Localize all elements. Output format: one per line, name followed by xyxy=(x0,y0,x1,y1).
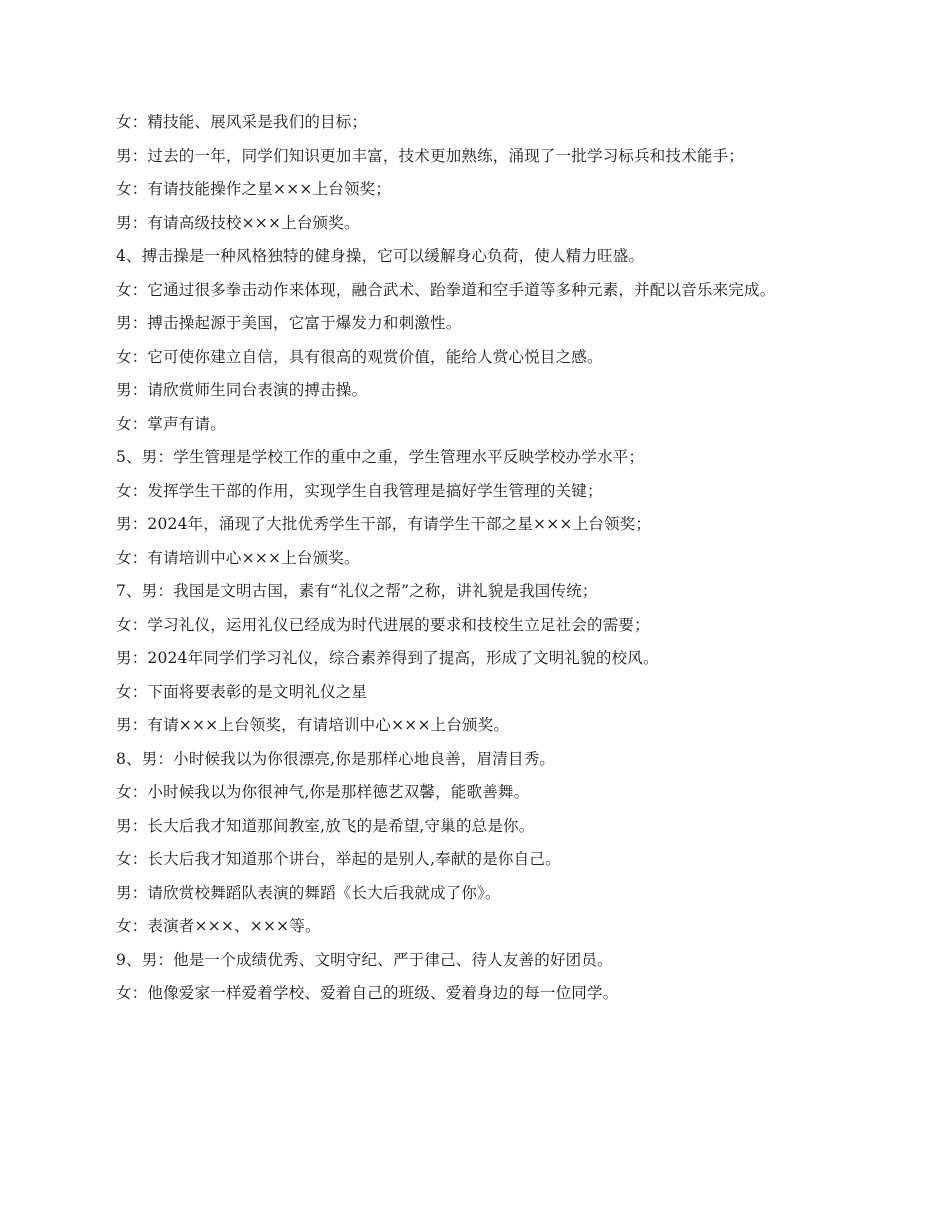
paragraph: 9、男：他是一个成绩优秀、文明守纪、严于律己、待人友善的好团员。 xyxy=(116,950,613,969)
paragraph: 7、男：我国是文明古国，素有“礼仪之帮”之称，讲礼貌是我国传统； xyxy=(116,582,598,600)
paragraph: 女：有请技能操作之星×××上台领奖； xyxy=(116,180,392,198)
paragraph: 男：2024年，涌现了大批优秀学生干部，有请学生干部之星×××上台领奖； xyxy=(116,515,652,533)
paragraph: 男：有请高级技校×××上台颁奖。 xyxy=(116,213,360,232)
paragraph: 女：精技能、展风采是我们的目标； xyxy=(116,113,368,131)
paragraph: 女：发挥学生干部的作用，实现学生自我管理是搞好学生管理的关键； xyxy=(116,481,603,500)
paragraph: 男：有请×××上台领奖，有请培训中心×××上台颁奖。 xyxy=(116,716,510,734)
paragraph: 男：请欣赏师生同台表演的搏击操。 xyxy=(116,381,368,399)
paragraph: 5、男：学生管理是学校工作的重中之重，学生管理水平反映学校办学水平； xyxy=(116,448,645,466)
paragraph: 8、男：小时候我以为你很漂亮,你是那样心地良善，眉清目秀。 xyxy=(116,749,556,768)
paragraph: 女：有请培训中心×××上台颁奖。 xyxy=(116,548,360,567)
paragraph: 女：下面将要表彰的是文明礼仪之星 xyxy=(116,682,368,701)
document-page xyxy=(116,113,828,1018)
paragraph: 男：长大后我才知道那间教室,放飞的是希望,守巢的总是你。 xyxy=(116,816,535,835)
paragraph: 4、搏击操是一种风格独特的健身操，它可以缓解身心负荷，使人精力旺盛。 xyxy=(116,247,645,265)
paragraph: 男：过去的一年，同学们知识更加丰富，技术更加熟练，涌现了一批学习标兵和技术能手； xyxy=(116,146,745,165)
paragraph: 女：学习礼仪，运用礼仪已经成为时代进展的要求和技校生立足社会的需要； xyxy=(116,615,650,634)
paragraph: 女：它可使你建立自信，具有很高的观赏价值，能给人赏心悦目之感。 xyxy=(116,347,603,366)
paragraph: 女：长大后我才知道那个讲台，举起的是别人,奉献的是你自己。 xyxy=(116,850,561,868)
paragraph: 男：请欣赏校舞蹈队表演的舞蹈《长大后我就成了你》。 xyxy=(116,883,501,902)
paragraph: 男：搏击操起源于美国，它富于爆发力和刺激性。 xyxy=(116,314,462,332)
paragraph: 女：掌声有请。 xyxy=(116,414,226,433)
paragraph: 女：表演者×××、×××等。 xyxy=(116,917,321,935)
paragraph: 女：小时候我以为你很神气,你是那样德艺双馨，能歌善舞。 xyxy=(116,783,530,801)
paragraph: 女：他像爱家一样爱着学校、爱着自己的班级、爱着身边的每一位同学。 xyxy=(116,984,619,1002)
paragraph: 男：2024年同学们学习礼仪，综合素养得到了提高，形成了文明礼貌的校风。 xyxy=(116,649,659,667)
paragraph: 女：它通过很多拳击动作来体现，融合武术、跆拳道和空手道等多种元素，并配以音乐来完成。 xyxy=(116,280,776,299)
